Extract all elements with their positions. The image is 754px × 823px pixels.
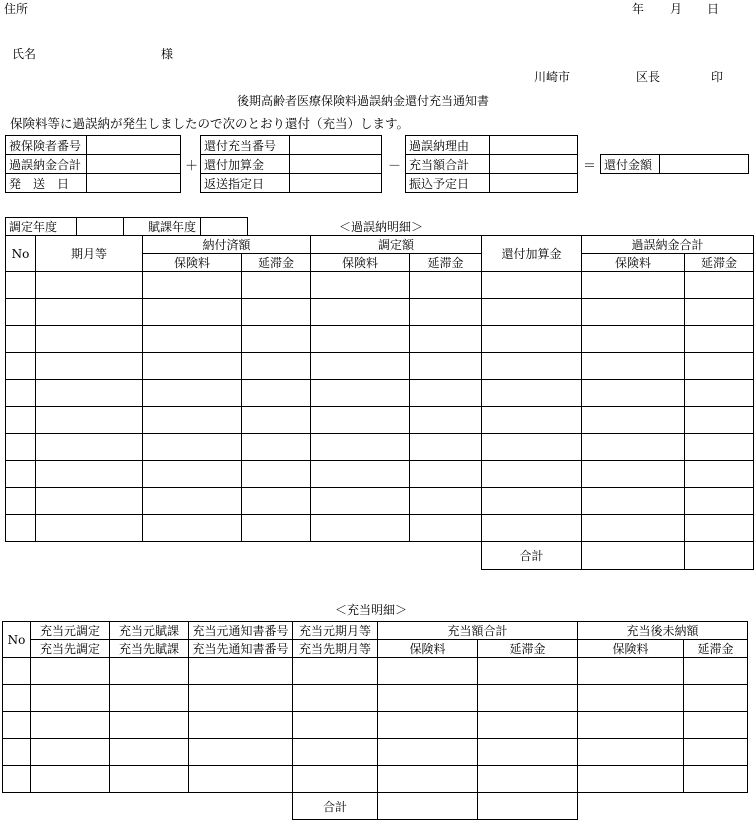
alloc-dst-adjust-header: 充当先調定	[31, 640, 110, 658]
table-cell	[478, 766, 578, 793]
table-cell	[242, 488, 311, 515]
alloc-total-premium-header: 保険料	[378, 640, 478, 658]
alloc-total-row	[3, 793, 748, 820]
overpaid-reason-value	[490, 136, 578, 155]
document-title: 後期高齢者医療保険料過誤納金還付充当通知書	[237, 94, 490, 108]
name-label: 氏名	[12, 47, 37, 61]
detail-paid-premium-header: 保険料	[143, 254, 242, 272]
table-cell	[189, 658, 293, 685]
table-cell	[685, 434, 754, 461]
alloc-src-levy-header: 充当元賦課	[110, 622, 189, 640]
year-table	[5, 217, 248, 236]
alloc-unpaid-premium-header: 保険料	[578, 640, 684, 658]
allocation-detail-table	[2, 621, 748, 820]
table-cell	[143, 299, 242, 326]
table-cell	[6, 488, 36, 515]
table-cell	[36, 380, 143, 407]
refund-amount-label: 還付金額	[601, 155, 660, 174]
table-cell	[478, 658, 578, 685]
day-label: 日	[707, 2, 720, 16]
table-cell	[36, 515, 143, 542]
detail-paid-header: 納付済額	[143, 236, 311, 254]
table-cell	[478, 793, 578, 820]
honorific: 様	[161, 47, 174, 61]
detail-no-header: No	[6, 236, 36, 272]
levy-year-value	[201, 218, 248, 236]
table-cell	[293, 712, 378, 739]
table-cell	[6, 380, 36, 407]
send-date-value	[87, 174, 181, 193]
table-cell	[582, 380, 685, 407]
table-row	[3, 739, 748, 766]
detail-total-row	[6, 542, 754, 570]
detail-refund-add-header: 還付加算金	[482, 236, 582, 272]
refund-add-value	[290, 155, 382, 174]
table-cell	[6, 461, 36, 488]
table-cell	[3, 712, 31, 739]
insured-number-label: 被保険者番号	[6, 136, 87, 155]
alloc-src-period-header: 充当元期月等	[293, 622, 378, 640]
table-cell	[242, 434, 311, 461]
detail-total-premium-header: 保険料	[582, 254, 685, 272]
table-cell	[685, 299, 754, 326]
table-cell	[482, 434, 582, 461]
table-row	[6, 461, 754, 488]
table-cell	[478, 712, 578, 739]
blank-cell	[6, 542, 482, 570]
table-cell	[582, 515, 685, 542]
allocation-total-label: 充当額合計	[406, 155, 490, 174]
table-cell	[582, 299, 685, 326]
table-cell	[189, 712, 293, 739]
table-cell	[311, 488, 410, 515]
table-cell	[685, 407, 754, 434]
alloc-unpaid-header: 充当後未納額	[578, 622, 748, 640]
alloc-no-header: No	[3, 622, 31, 658]
table-cell	[242, 326, 311, 353]
table-cell	[378, 712, 478, 739]
ward-chief: 区長	[636, 70, 661, 84]
detail-period-header: 期月等	[36, 236, 143, 272]
table-cell	[684, 658, 748, 685]
insured-number-value	[87, 136, 181, 155]
table-cell	[684, 739, 748, 766]
adjust-year-label: 調定年度	[6, 218, 77, 236]
table-row	[6, 434, 754, 461]
allocation-section-title: ＜充当明細＞	[335, 603, 408, 617]
refund-amount-table	[600, 154, 749, 174]
table-cell	[6, 407, 36, 434]
table-cell	[311, 326, 410, 353]
table-cell	[311, 407, 410, 434]
table-cell	[31, 739, 110, 766]
blank-cell	[3, 793, 293, 820]
table-cell	[293, 766, 378, 793]
table-cell	[293, 685, 378, 712]
table-row	[6, 380, 754, 407]
plus-sign: ＋	[185, 159, 199, 174]
table-cell	[482, 461, 582, 488]
alloc-dst-levy-header: 充当先賦課	[110, 640, 189, 658]
table-cell	[110, 712, 189, 739]
table-cell	[143, 407, 242, 434]
table-cell	[685, 461, 754, 488]
table-cell	[242, 272, 311, 299]
table-cell	[378, 793, 478, 820]
table-cell	[36, 326, 143, 353]
table-cell	[582, 407, 685, 434]
table-cell	[482, 353, 582, 380]
table-cell	[36, 407, 143, 434]
alloc-total-label: 合計	[293, 793, 378, 820]
table-cell	[6, 299, 36, 326]
alloc-dst-notice-header: 充当先通知書番号	[189, 640, 293, 658]
table-cell	[36, 488, 143, 515]
refund-number-label: 還付充当番号	[201, 136, 290, 155]
equals-sign: ＝	[583, 159, 597, 174]
table-cell	[582, 326, 685, 353]
table-cell	[242, 353, 311, 380]
table-cell	[410, 299, 482, 326]
table-cell	[311, 461, 410, 488]
table-cell	[410, 407, 482, 434]
summary-mid-table	[200, 135, 382, 193]
table-cell	[478, 685, 578, 712]
overpaid-total-value	[87, 155, 181, 174]
summary-left-table	[5, 135, 181, 193]
table-cell	[3, 685, 31, 712]
transfer-date-value	[490, 174, 578, 193]
detail-total-late-header: 延滞金	[685, 254, 754, 272]
table-cell	[685, 326, 754, 353]
minus-sign: －	[388, 159, 402, 174]
address-label: 住所	[4, 2, 29, 16]
table-cell	[378, 685, 478, 712]
table-cell	[143, 326, 242, 353]
table-cell	[110, 739, 189, 766]
table-cell	[684, 766, 748, 793]
table-cell	[578, 658, 684, 685]
intro-text: 保険料等に過誤納が発生しましたので次のとおり還付（充当）します。	[10, 116, 410, 131]
table-cell	[582, 461, 685, 488]
table-cell	[378, 658, 478, 685]
table-cell	[578, 766, 684, 793]
table-cell	[482, 380, 582, 407]
table-cell	[31, 658, 110, 685]
table-cell	[6, 272, 36, 299]
table-cell	[482, 515, 582, 542]
refund-amount-value	[660, 155, 749, 174]
alloc-src-notice-header: 充当元通知書番号	[189, 622, 293, 640]
table-cell	[578, 739, 684, 766]
refund-number-value	[290, 136, 382, 155]
table-cell	[143, 434, 242, 461]
table-row	[6, 299, 754, 326]
table-cell	[311, 272, 410, 299]
detail-adj-late-header: 延滞金	[410, 254, 482, 272]
table-cell	[582, 272, 685, 299]
table-cell	[378, 766, 478, 793]
detail-adj-premium-header: 保険料	[311, 254, 410, 272]
table-cell	[685, 488, 754, 515]
table-cell	[6, 434, 36, 461]
table-cell	[685, 515, 754, 542]
table-cell	[3, 658, 31, 685]
table-cell	[311, 434, 410, 461]
alloc-src-adjust-header: 充当元調定	[31, 622, 110, 640]
overpaid-reason-label: 過誤納理由	[406, 136, 490, 155]
table-cell	[685, 380, 754, 407]
table-cell	[685, 542, 754, 570]
table-cell	[189, 739, 293, 766]
table-cell	[189, 766, 293, 793]
table-cell	[36, 272, 143, 299]
table-cell	[311, 353, 410, 380]
table-cell	[242, 515, 311, 542]
table-cell	[110, 685, 189, 712]
table-cell	[684, 685, 748, 712]
table-cell	[31, 685, 110, 712]
table-row	[3, 712, 748, 739]
table-cell	[410, 353, 482, 380]
table-cell	[143, 488, 242, 515]
year-label: 年	[632, 2, 645, 16]
table-cell	[143, 380, 242, 407]
send-date-label: 発 送 日	[6, 174, 87, 193]
detail-paid-late-header: 延滞金	[242, 254, 311, 272]
table-cell	[110, 658, 189, 685]
table-row	[3, 685, 748, 712]
table-cell	[242, 299, 311, 326]
allocation-total-value	[490, 155, 578, 174]
table-cell	[143, 272, 242, 299]
table-cell	[143, 353, 242, 380]
detail-total-label: 合計	[482, 542, 582, 570]
table-cell	[482, 407, 582, 434]
table-cell	[410, 434, 482, 461]
alloc-total-late-header: 延滞金	[478, 640, 578, 658]
detail-section-title: ＜過誤納明細＞	[339, 220, 424, 234]
table-cell	[293, 739, 378, 766]
table-cell	[482, 488, 582, 515]
month-label: 月	[670, 2, 683, 16]
table-cell	[242, 461, 311, 488]
table-cell	[410, 461, 482, 488]
overpayment-detail-table	[5, 235, 754, 570]
table-cell	[36, 434, 143, 461]
table-row	[6, 488, 754, 515]
table-row	[6, 272, 754, 299]
overpaid-total-label: 過誤納金合計	[6, 155, 87, 174]
table-cell	[242, 407, 311, 434]
return-date-label: 返送指定日	[201, 174, 290, 193]
table-cell	[410, 272, 482, 299]
detail-overpaid-total-header: 過誤納金合計	[582, 236, 754, 254]
return-date-value	[290, 174, 382, 193]
table-cell	[3, 766, 31, 793]
table-row	[3, 658, 748, 685]
table-cell	[31, 712, 110, 739]
table-cell	[36, 353, 143, 380]
table-cell	[6, 353, 36, 380]
table-cell	[582, 542, 685, 570]
table-cell	[189, 685, 293, 712]
refund-add-label: 還付加算金	[201, 155, 290, 174]
table-cell	[311, 515, 410, 542]
transfer-date-label: 振込予定日	[406, 174, 490, 193]
table-cell	[582, 434, 685, 461]
alloc-total-header: 充当額合計	[378, 622, 578, 640]
table-cell	[311, 380, 410, 407]
city-name: 川崎市	[534, 70, 571, 84]
table-row	[6, 407, 754, 434]
table-cell	[685, 353, 754, 380]
table-cell	[378, 739, 478, 766]
table-row	[6, 515, 754, 542]
summary-right-table	[405, 135, 578, 193]
table-cell	[410, 515, 482, 542]
table-cell	[684, 712, 748, 739]
seal-mark: 印	[711, 70, 724, 84]
table-cell	[143, 515, 242, 542]
table-cell	[293, 658, 378, 685]
table-cell	[482, 299, 582, 326]
table-cell	[3, 739, 31, 766]
table-row	[6, 326, 754, 353]
table-cell	[36, 299, 143, 326]
table-cell	[110, 766, 189, 793]
alloc-unpaid-late-header: 延滞金	[684, 640, 748, 658]
table-cell	[311, 299, 410, 326]
table-cell	[143, 461, 242, 488]
table-cell	[6, 326, 36, 353]
table-cell	[242, 380, 311, 407]
table-cell	[685, 272, 754, 299]
table-row	[6, 353, 754, 380]
table-cell	[582, 353, 685, 380]
table-cell	[410, 380, 482, 407]
levy-year-label: 賦課年度	[124, 218, 201, 236]
table-cell	[31, 766, 110, 793]
table-cell	[578, 685, 684, 712]
table-cell	[578, 712, 684, 739]
alloc-dst-period-header: 充当先期月等	[293, 640, 378, 658]
blank-cell	[578, 793, 748, 820]
table-cell	[410, 326, 482, 353]
table-cell	[36, 461, 143, 488]
table-cell	[482, 326, 582, 353]
table-row	[3, 766, 748, 793]
table-cell	[410, 488, 482, 515]
table-cell	[6, 515, 36, 542]
adjust-year-value	[77, 218, 124, 236]
table-cell	[582, 488, 685, 515]
detail-adjusted-header: 調定額	[311, 236, 482, 254]
table-cell	[478, 739, 578, 766]
table-cell	[482, 272, 582, 299]
